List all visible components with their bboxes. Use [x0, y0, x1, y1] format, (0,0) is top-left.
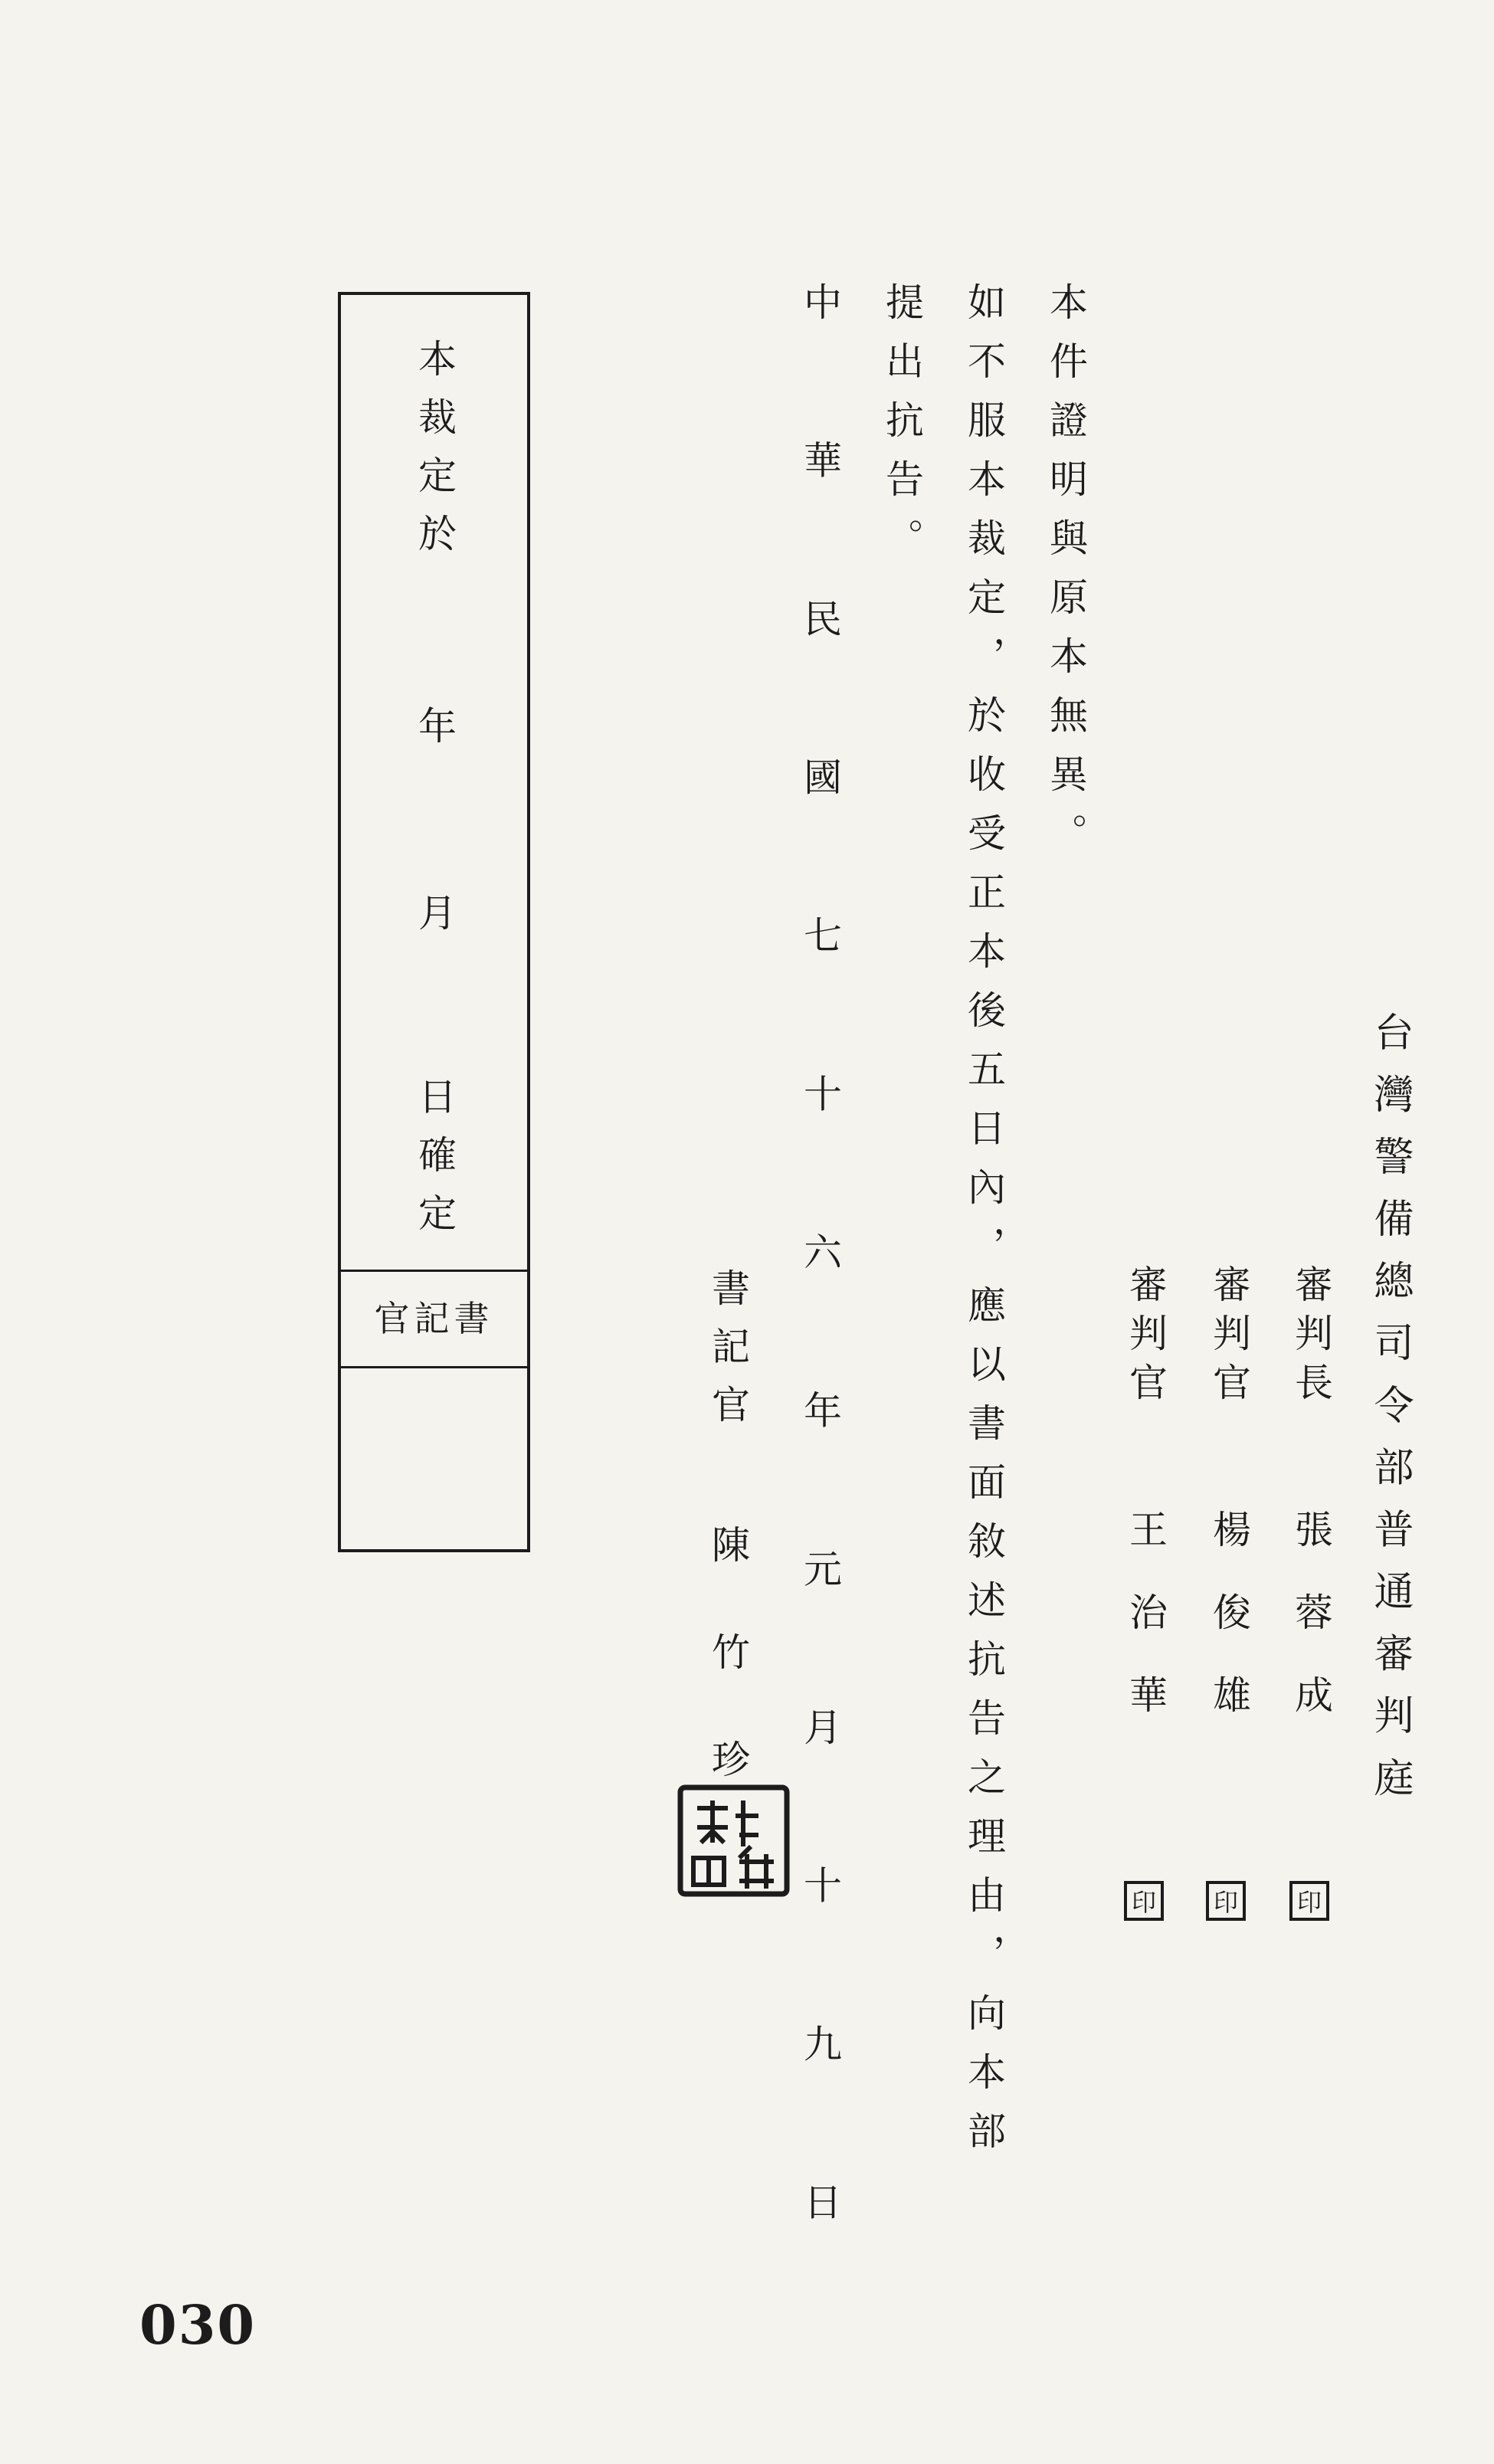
clerk-seal — [674, 1781, 793, 1900]
judge-title: 審判官 — [1123, 1264, 1168, 1411]
confirm-part-2: 年 — [412, 706, 457, 744]
confirmation-box — [338, 292, 530, 1552]
box-divider — [341, 1366, 527, 1368]
notice-line-3: 提出抗告。 — [880, 282, 924, 577]
judge-seal-stamp: 印 — [1206, 1881, 1246, 1921]
box-divider — [341, 1270, 527, 1272]
confirm-part-4: 日確定 — [412, 1076, 457, 1251]
clerk-name: 陳 竹 珍 — [706, 1525, 750, 1778]
judge-title: 審判官 — [1207, 1264, 1251, 1411]
decision-date: 中華民國七十六年元月十九日 — [798, 282, 842, 2220]
court-name: 台灣警備總司令部普通審判庭 — [1367, 1011, 1413, 1797]
clerk-title: 書記官 — [706, 1268, 750, 1443]
clerk-label: 官記書 — [374, 1298, 494, 1339]
confirm-part-3: 月 — [412, 893, 457, 931]
judge-name: 王 治 華 — [1123, 1509, 1168, 1713]
notice-line-2: 如不服本裁定，於收受正本後五日內，應以書面敘述抗告之理由，向本部 — [962, 282, 1006, 2170]
judge-seal-stamp: 印 — [1124, 1881, 1164, 1921]
judge-seal-stamp: 印 — [1289, 1881, 1329, 1921]
judge-name: 楊 俊 雄 — [1207, 1509, 1251, 1713]
notice-line-1: 本件證明與原本無異。 — [1044, 282, 1088, 872]
page-number: 030 — [139, 2293, 257, 2357]
judge-name: 張 蓉 成 — [1289, 1509, 1333, 1713]
judge-title: 審判長 — [1289, 1264, 1333, 1411]
confirm-part-1: 本裁定於 — [412, 339, 457, 572]
